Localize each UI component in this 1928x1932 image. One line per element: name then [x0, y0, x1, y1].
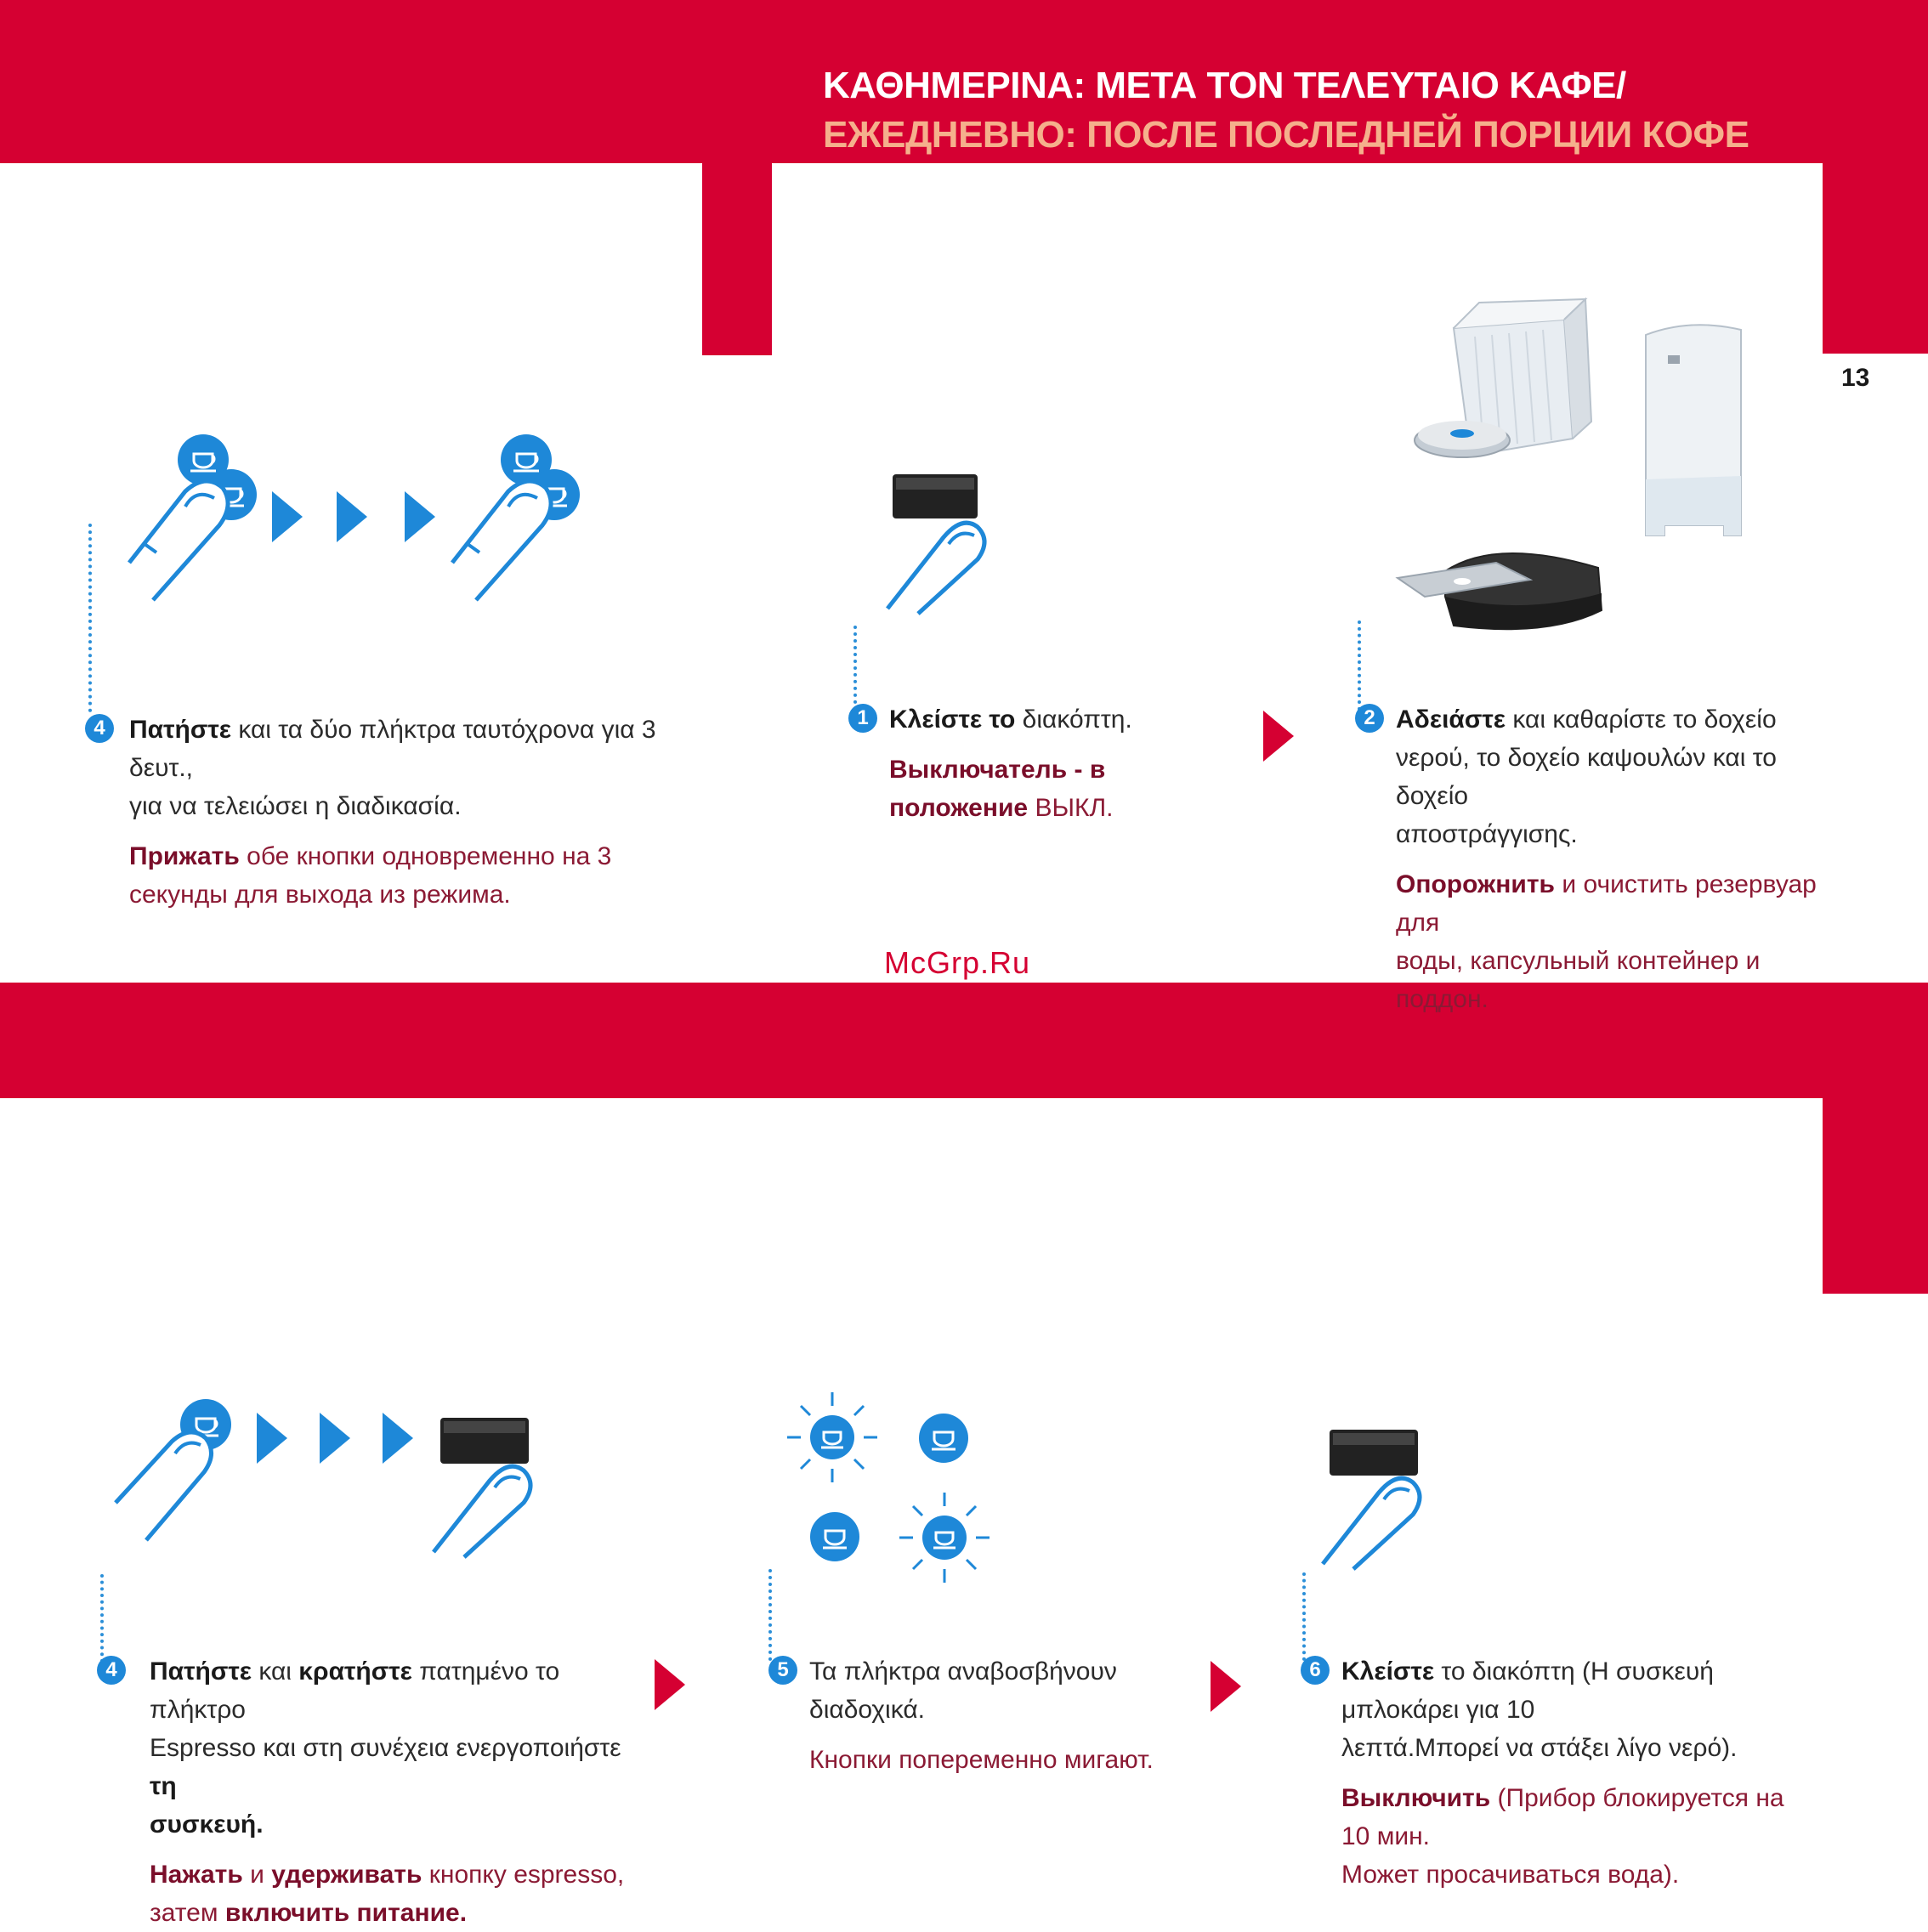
step6-bottom-ru-bold: Выключить	[1341, 1784, 1491, 1812]
step1-top-text	[889, 700, 1246, 827]
step4-bottom-ru-bold3: включить питание.	[224, 1899, 468, 1927]
arrow-right-icon	[272, 491, 303, 542]
step2-top-text	[1396, 700, 1838, 1018]
arrow-right-icon	[337, 491, 367, 542]
page-title	[823, 61, 1749, 160]
finger-switch-icon	[1318, 1428, 1437, 1572]
arrow-right-icon	[320, 1413, 350, 1464]
step4-top-ru-text: обе кнопки одновременно на 3	[239, 842, 612, 870]
step4-bottom-gr-bold2: κρατήστε	[298, 1657, 412, 1686]
step6-bottom-gr-bold: Κλείστε	[1341, 1657, 1435, 1686]
blinking-button-icon	[785, 1391, 879, 1484]
step6-bottom-ru-text2: Может просачиваться вода).	[1341, 1861, 1680, 1889]
connector-dots	[1302, 1572, 1306, 1661]
step4-bottom-gr-bold: Πατήστε	[150, 1657, 252, 1686]
step1-top-gr-text: διακόπτη.	[1015, 705, 1132, 734]
middle-notch-right	[1823, 1096, 1928, 1294]
step6-bottom-ru-text: (Прибор блокируется на 10 мин.	[1341, 1784, 1784, 1850]
step4-bottom-text	[150, 1652, 626, 1932]
step2-top-gr-text: και καθαρίστε το δοχείο	[1506, 705, 1777, 734]
next-step-arrow	[655, 1659, 685, 1710]
finger-espresso-button-icon	[112, 1399, 248, 1544]
connector-dots	[768, 1569, 772, 1661]
step5-bottom-ru-text: Кнопки попеременно мигают.	[809, 1746, 1154, 1774]
step4-bottom-gr-text2: Espresso και στη συνέχεια ενεργοποιήστε	[150, 1734, 621, 1762]
step4-bottom-ru-mid: и	[242, 1861, 272, 1889]
page-title-greek: ΚΑΘΗΜΕΡΙΝΑ: ΜΕΤΑ ΤΟΝ ΤΕΛΕΥΤΑΙΟ ΚΑΦΕ/	[823, 65, 1626, 106]
step6-bottom-gr-text: το διακόπτη (Η συσκευή μπλοκάρει για 10	[1341, 1657, 1714, 1724]
step1-top-ru-bold2: положение	[889, 794, 1029, 822]
step4-top-gr-text: και τα δύο πλήκτρα ταυτόχρονα για 3 δευτ.,	[129, 716, 656, 782]
page-number: 13	[1841, 364, 1870, 392]
step-number-badge: 4	[85, 714, 114, 743]
step4-bottom-ru-bold2: удерживать	[271, 1861, 422, 1889]
connector-dots	[853, 626, 857, 711]
arrow-right-icon	[257, 1413, 287, 1464]
espresso-button-icon	[918, 1413, 969, 1464]
drip-tray-icon	[1394, 537, 1615, 639]
step4-top-gr-bold: Πατήστε	[129, 716, 231, 744]
step5-bottom-gr-text: Τα πλήκτρα αναβοσβήνουν διαδοχικά.	[809, 1657, 1117, 1724]
step2-top-ru-text2: воды, капсульный контейнер и поддон.	[1396, 947, 1761, 1013]
step2-top-gr-text3: αποστράγγισης.	[1396, 820, 1578, 848]
arrow-right-icon	[405, 491, 435, 542]
header-notch-left	[702, 161, 772, 355]
step6-bottom-gr-text2: λεπτά.Μπορεί να στάξει λίγο νερό).	[1341, 1734, 1738, 1762]
step4-top-ru-text2: секунды для выхода из режима.	[129, 881, 511, 909]
step4-bottom-ru-bold: Нажать	[150, 1861, 243, 1889]
step1-top-gr-bold: Κλείστε το	[889, 705, 1016, 734]
connector-dots	[88, 524, 92, 712]
page-title-russian: ЕЖЕДНЕВНО: ПОСЛЕ ПОСЛЕДНЕЙ ПОРЦИИ КОФЕ	[823, 114, 1749, 156]
step4-top-ru-bold: Прижать	[129, 842, 240, 870]
finger-switch-icon	[884, 473, 1020, 617]
step2-top-ru-bold: Опорожнить	[1396, 870, 1556, 898]
step1-top-ru-bold: Выключатель - в	[889, 756, 1106, 784]
finger-two-buttons-icon	[442, 433, 604, 603]
step4-top-text	[129, 711, 690, 914]
finger-two-buttons-icon	[119, 433, 281, 603]
step6-bottom-text	[1341, 1652, 1817, 1894]
step-number-badge: 5	[768, 1656, 797, 1685]
step2-top-gr-text2: νερού, το δοχείο καψουλών και το δοχείο	[1396, 744, 1777, 810]
connector-dots	[1358, 620, 1361, 711]
arrow-right-icon	[383, 1413, 413, 1464]
espresso-button-icon	[809, 1511, 860, 1562]
step4-bottom-gr-mid: και	[251, 1657, 299, 1686]
step4-bottom-ru-text2: затем	[150, 1899, 225, 1927]
step-number-badge: 6	[1301, 1656, 1330, 1685]
step1-top-ru-text: ВЫКЛ.	[1028, 794, 1114, 822]
step2-top-gr-bold: Αδειάστε	[1396, 705, 1506, 734]
connector-dots	[100, 1574, 104, 1663]
next-step-arrow	[1263, 711, 1294, 762]
step4-bottom-gr-text: πατημένο το πλήκτρο	[150, 1657, 560, 1724]
step5-bottom-text	[809, 1652, 1200, 1779]
step-number-badge: 2	[1355, 704, 1384, 733]
step-number-badge: 1	[848, 704, 877, 733]
blinking-button-icon	[898, 1491, 991, 1584]
finger-switch-icon	[428, 1416, 547, 1561]
step4-bottom-gr-bold3: τη	[150, 1772, 177, 1800]
watermark: McGrp.Ru	[884, 945, 1031, 980]
step4-top-gr-text2: για να τελειώσει η διαδικασία.	[129, 792, 462, 820]
step2-top-ru-text: и очистить резервуар для	[1396, 870, 1817, 937]
step-number-badge: 4	[97, 1656, 126, 1685]
step4-bottom-ru-text: кнопку espresso,	[422, 1861, 625, 1889]
water-tank-icon	[1639, 318, 1749, 539]
step4-bottom-gr-bold4: συσκευή.	[150, 1810, 264, 1839]
next-step-arrow	[1211, 1661, 1241, 1712]
header-notch-right	[1823, 161, 1928, 354]
capsule-container-icon	[1403, 294, 1598, 473]
